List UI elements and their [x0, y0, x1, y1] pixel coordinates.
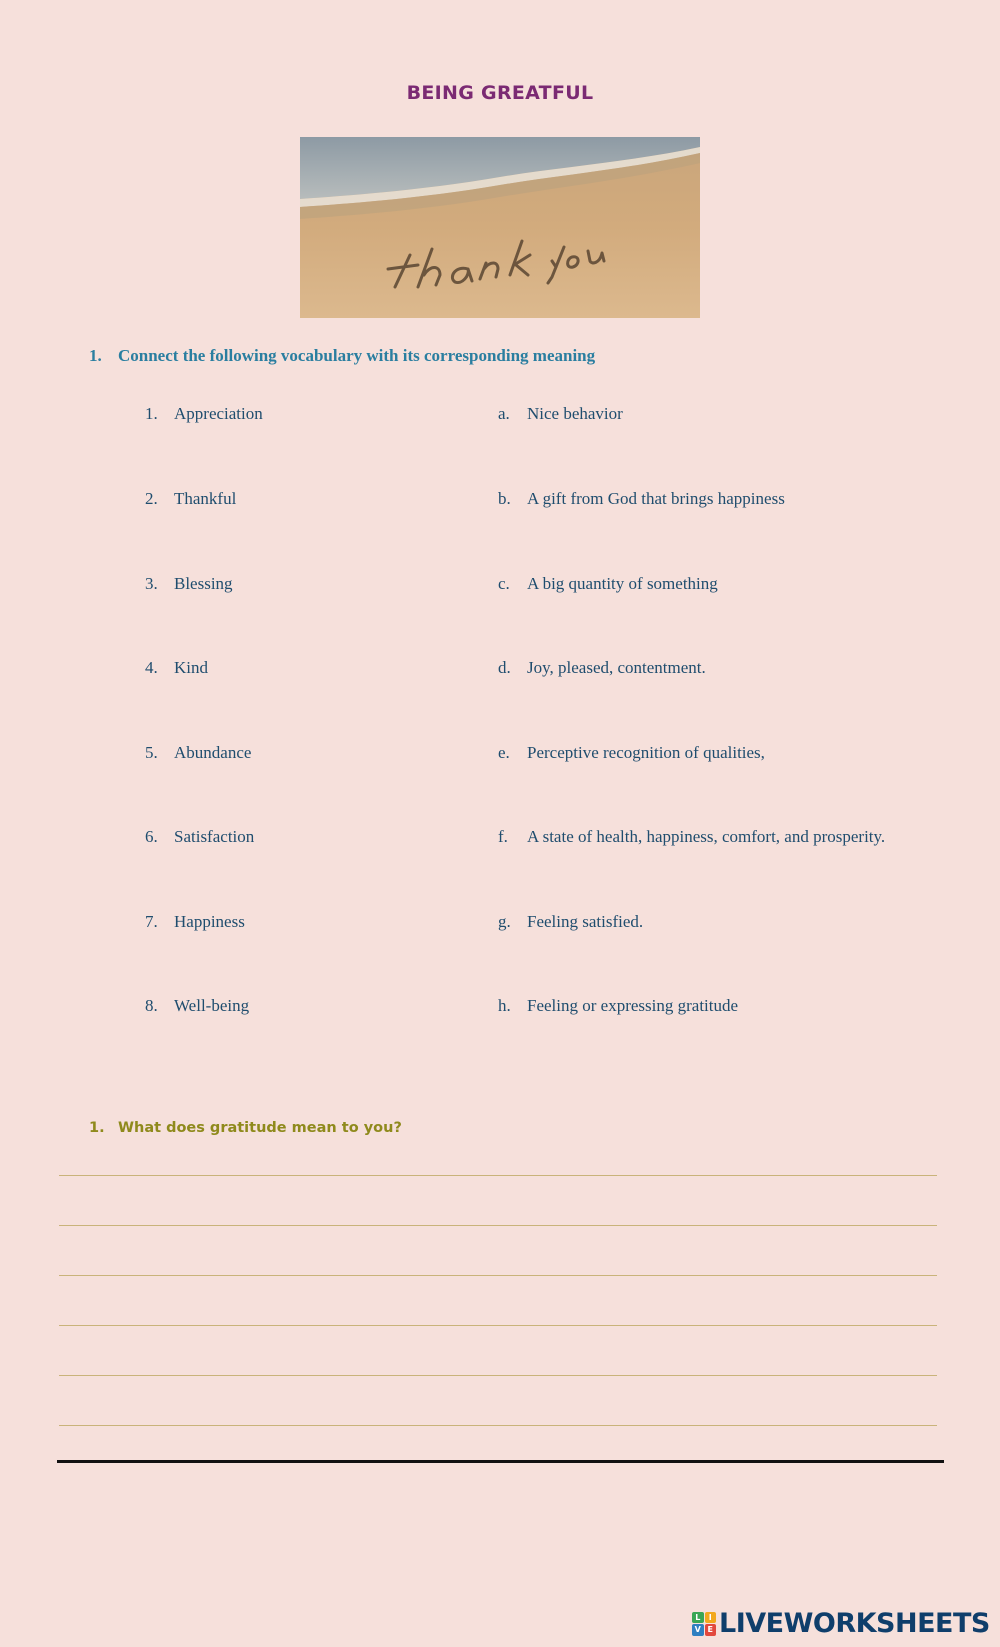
meaning-item[interactable]	[498, 658, 706, 678]
question-1-prompt	[89, 346, 595, 366]
meaning-item[interactable]	[498, 743, 765, 763]
meaning-item[interactable]	[498, 489, 785, 509]
term-number: 3.	[145, 574, 158, 593]
term-item[interactable]	[145, 912, 245, 932]
term-text: Blessing	[174, 574, 233, 593]
logo-text: LIVEWORKSHEETS	[719, 1608, 990, 1639]
logo-letter: V	[692, 1624, 704, 1636]
meaning-letter: f.	[498, 827, 508, 846]
meaning-letter: a.	[498, 404, 510, 423]
term-item[interactable]	[145, 489, 236, 509]
term-number: 7.	[145, 912, 158, 931]
term-number: 8.	[145, 996, 158, 1015]
answer-line[interactable]	[59, 1175, 937, 1176]
question-2-prompt	[89, 1120, 402, 1136]
term-text: Appreciation	[174, 404, 263, 423]
term-text: Thankful	[174, 489, 237, 508]
term-text: Abundance	[174, 743, 252, 762]
meaning-text: Nice behavior	[527, 404, 623, 423]
liveworksheets-logo	[692, 1608, 990, 1639]
meaning-item[interactable]	[498, 574, 718, 594]
term-item[interactable]	[145, 658, 208, 678]
meaning-letter: c.	[498, 574, 510, 593]
term-item[interactable]	[145, 996, 249, 1016]
term-text: Kind	[174, 658, 208, 677]
question-2-number: 1.	[89, 1120, 105, 1136]
meaning-letter: g.	[498, 912, 511, 931]
logo-letter: L	[692, 1612, 704, 1624]
meaning-letter: e.	[498, 743, 510, 762]
logo-letter: E	[705, 1624, 717, 1636]
term-number: 6.	[145, 827, 158, 846]
term-text: Satisfaction	[174, 827, 255, 846]
term-text: Well-being	[174, 996, 250, 1015]
meaning-letter: b.	[498, 489, 511, 508]
meaning-letter: h.	[498, 996, 511, 1015]
meaning-text: Feeling or expressing gratitude	[527, 996, 739, 1015]
question-1-text: Connect the following vocabulary with its corresponding meaning	[118, 346, 596, 365]
term-number: 1.	[145, 404, 158, 423]
term-number: 2.	[145, 489, 158, 508]
term-text: Happiness	[174, 912, 245, 931]
answer-line[interactable]	[59, 1325, 937, 1326]
term-item[interactable]	[145, 574, 233, 594]
logo-grid-icon	[692, 1612, 716, 1636]
answer-line[interactable]	[59, 1425, 937, 1426]
meaning-item[interactable]	[498, 912, 643, 932]
meaning-item[interactable]	[498, 404, 623, 424]
answer-line[interactable]	[59, 1375, 937, 1376]
term-item[interactable]	[145, 404, 263, 424]
meaning-text: A gift from God that brings happiness	[527, 489, 785, 508]
meaning-text: Feeling satisfied.	[527, 912, 644, 931]
term-number: 5.	[145, 743, 158, 762]
answer-line[interactable]	[59, 1225, 937, 1226]
meaning-text: A big quantity of something	[527, 574, 718, 593]
section-divider	[57, 1460, 944, 1463]
term-item[interactable]	[145, 827, 254, 847]
answer-line[interactable]	[59, 1275, 937, 1276]
meaning-text: Joy, pleased, contentment.	[527, 658, 706, 677]
term-number: 4.	[145, 658, 158, 677]
meaning-text: A state of health, happiness, comfort, and prosperity.	[527, 827, 886, 846]
question-1-number: 1.	[89, 346, 102, 365]
question-2-text: What does gratitude mean to you?	[118, 1120, 402, 1136]
logo-letter: I	[705, 1612, 717, 1624]
term-item[interactable]	[145, 743, 251, 763]
page-title: BEING GREATFUL	[406, 82, 594, 104]
meaning-item[interactable]	[498, 996, 738, 1016]
meaning-letter: d.	[498, 658, 511, 677]
meaning-text: Perceptive recognition of qualities,	[527, 743, 765, 762]
meaning-item[interactable]	[498, 827, 885, 847]
thank-you-sand-photo	[300, 137, 700, 318]
